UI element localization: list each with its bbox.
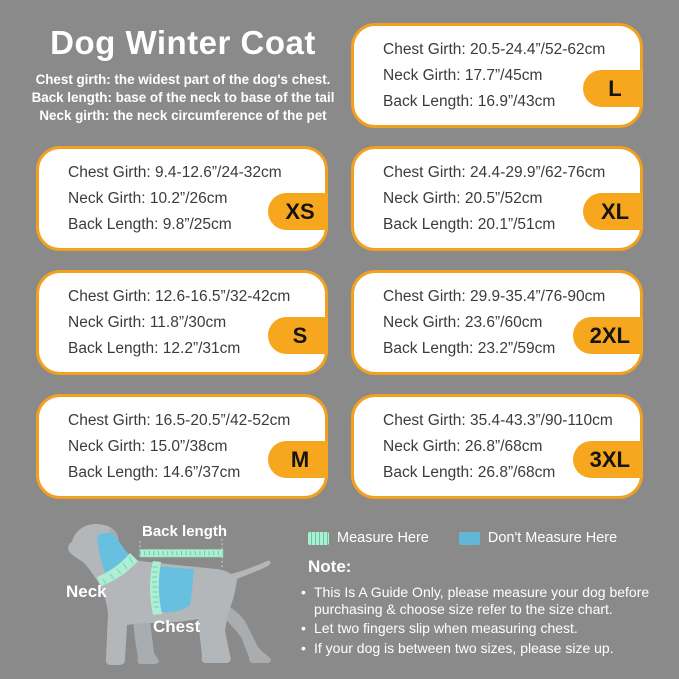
page-title: Dog Winter Coat [50, 24, 316, 61]
size-badge-m: M [268, 441, 328, 478]
size-card-xs [36, 146, 328, 251]
dont-measure-here-swatch [459, 532, 480, 545]
size-card-s [36, 270, 328, 375]
neck-girth-value: Neck Girth: 10.2”/26cm [68, 190, 228, 207]
size-badge-3xl: 3XL [573, 441, 643, 478]
note-bullet [296, 584, 666, 617]
back-length-value: Back Length: 9.8”/25cm [68, 216, 232, 233]
size-card-l [351, 23, 643, 128]
note-bullet-text: If your dog is between two sizes, please size up. [314, 639, 614, 656]
neck-girth-value: Neck Girth: 15.0”/38cm [68, 438, 228, 455]
page-subtitle [18, 71, 348, 125]
chest-girth-value: Chest Girth: 16.5-20.5”/42-52cm [68, 412, 291, 429]
size-badge-xs: XS [268, 193, 328, 230]
note-list [296, 584, 666, 659]
size-card-m [36, 394, 328, 499]
back-length-value: Back Length: 14.6”/37cm [68, 464, 241, 481]
chest-girth-value: Chest Girth: 35.4-43.3”/90-110cm [383, 412, 613, 429]
legend [308, 530, 617, 546]
bullet-icon [296, 584, 314, 617]
neck-girth-value: Neck Girth: 26.8”/68cm [383, 438, 543, 455]
chest-label: Chest [153, 617, 201, 636]
bullet-icon [296, 640, 314, 657]
neck-girth-value: Neck Girth: 17.7”/45cm [383, 67, 543, 84]
back-length-value: Back Length: 26.8”/68cm [383, 464, 556, 481]
chest-girth-value: Chest Girth: 20.5-24.4”/52-62cm [383, 41, 606, 58]
legend-item-dont-measure [459, 530, 617, 546]
back-length-value: Back Length: 16.9”/43cm [383, 93, 556, 110]
size-card-xl [351, 146, 643, 251]
bullet-icon [296, 620, 314, 637]
neck-girth-value: Neck Girth: 23.6”/60cm [383, 314, 543, 331]
chest-girth-value: Chest Girth: 24.4-29.9”/62-76cm [383, 164, 606, 181]
neck-label: Neck [66, 582, 107, 601]
back-length-ruler-ticks [140, 550, 223, 558]
dont-measure-here-label: Don't Measure Here [487, 530, 618, 546]
size-card-2xl [351, 270, 643, 375]
header [18, 22, 348, 125]
note-heading: Note: [308, 557, 352, 576]
measure-here-label: Measure Here [337, 530, 429, 546]
size-badge-xl: XL [583, 193, 643, 230]
subtitle-line-chest: Chest girth: the widest part of the dog's chest. [35, 72, 331, 87]
note-bullet-text: Let two fingers slip when measuring chest. [314, 620, 578, 636]
measure-here-swatch [308, 532, 329, 545]
chest-girth-value: Chest Girth: 9.4-12.6”/24-32cm [68, 164, 282, 181]
legend-item-measure [308, 530, 429, 546]
note-bullet-text: This Is A Guide Only, please measure your dog before purchasing & choose size refer to the size chart. [314, 584, 650, 617]
subtitle-line-neck: Neck girth: the neck circumference of the pet [39, 108, 327, 123]
back-length-value: Back Length: 12.2”/31cm [68, 340, 241, 357]
size-badge-2xl: 2XL [573, 317, 643, 354]
size-badge-l: L [583, 70, 643, 107]
note-bullet [296, 620, 666, 637]
neck-girth-value: Neck Girth: 11.8”/30cm [68, 314, 227, 331]
back-length-value: Back Length: 23.2”/59cm [383, 340, 556, 357]
size-card-3xl [351, 394, 643, 499]
back-length-value: Back Length: 20.1”/51cm [383, 216, 556, 233]
subtitle-line-back: Back length: base of the neck to base of the tail [31, 90, 335, 105]
neck-girth-value: Neck Girth: 20.5”/52cm [383, 190, 543, 207]
size-badge-s: S [268, 317, 328, 354]
chest-girth-value: Chest Girth: 29.9-35.4”/76-90cm [383, 288, 606, 305]
chest-girth-value: Chest Girth: 12.6-16.5”/32-42cm [68, 288, 291, 305]
note-bullet [296, 640, 666, 657]
back-length-label: Back length [142, 523, 228, 540]
